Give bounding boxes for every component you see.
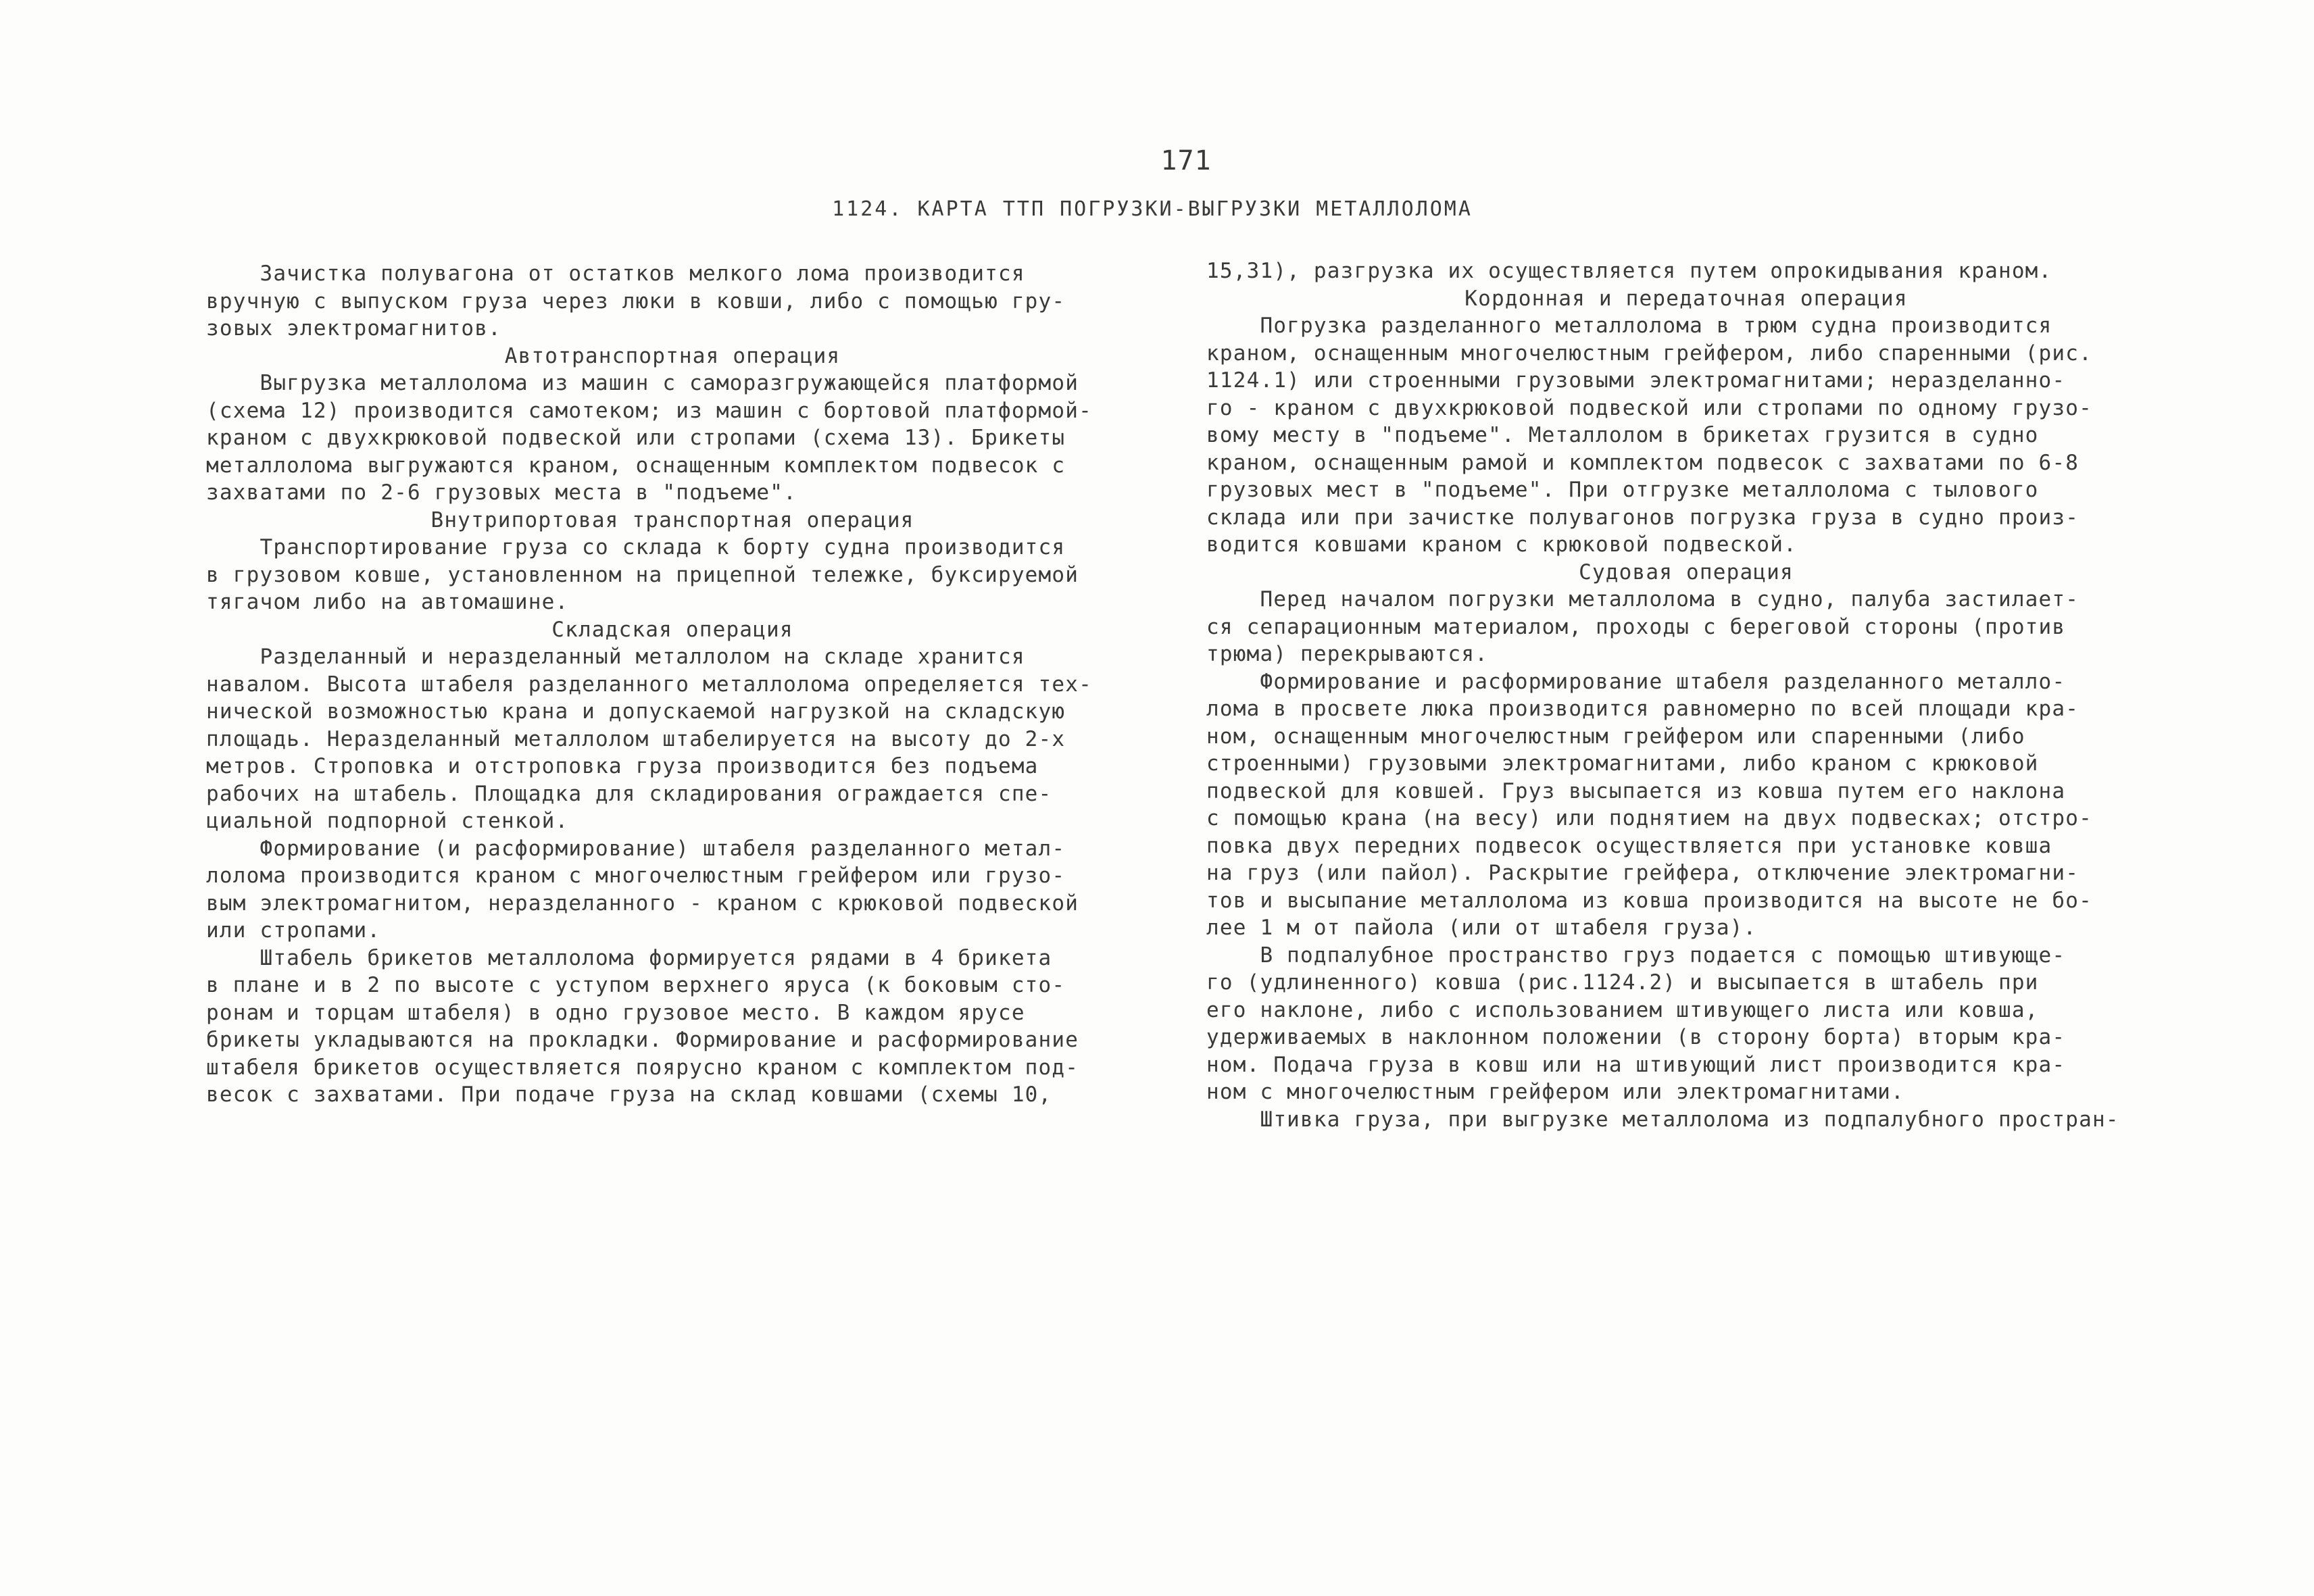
text-line: трюма) перекрываются. [1206,642,1489,666]
text-line: краном с двухкрюковой подвеской или стропами (схема 13). Брикеты [206,426,1066,450]
page-number: 171 [1160,145,1212,176]
text-line: Перед началом погрузки металлолома в судно, палуба застилает- [1206,587,2079,612]
section-heading: Складская операция [551,617,793,642]
text-line: рабочих на штабель. Площадка для складирования ограждается спе- [206,781,1052,806]
text-line: весок с захватами. При подаче груза на склад ковшами (схемы 10, [206,1082,1052,1107]
section-heading: Автотранспортная операция [504,343,841,368]
text-line: краном, оснащенным многочелюстным грейфером, либо спаренными (рис. [1206,341,2092,366]
text-line: В подпалубное пространство груз подается с помощью штивующе- [1206,943,2066,968]
text-line: склада или при зачистке полувагонов погрузка груза в судно произ- [1206,505,2079,530]
text-line: Формирование (и расформирование) штабеля разделанного метал- [206,836,1066,861]
text-line: Транспортирование груза со склада к борту судна производится [206,535,1066,559]
text-line: 15,31), разгрузка их осуществляется путем опрокидывания краном. [1206,259,2052,283]
text-line: вому месту в "подъеме". Металлолом в брикетах грузится в судно [1206,423,2039,447]
text-line: площадь. Неразделанный металлолом штабелируется на высоту до 2-х [206,726,1066,751]
text-line: ном с многочелюстным грейфером или электромагнитами. [1206,1080,1904,1104]
text-line: краном, оснащенным рамой и комплектом подвесок с захватами по 6-8 [1206,450,2079,475]
section-heading: Судовая операция [1579,559,1794,584]
text-line: нической возможностью крана и допускаемой нагрузкой на складскую [206,699,1066,724]
text-line: захватами по 2-6 грузовых места в "подъеме". [206,480,797,505]
text-line: го - краном с двухкрюковой подвеской или стропами по одному грузо- [1206,395,2092,420]
text-line: циальной подпорной стенкой. [206,809,569,833]
text-line: вручную с выпуском груза через люки в ковши, либо с помощью гру- [206,289,1066,314]
text-line: в грузовом ковше, установленном на прицепной тележке, буксируемой [206,562,1079,587]
text-line: штабеля брикетов осуществляется поярусно краном с комплектом под- [206,1055,1079,1080]
text-line: Погрузка разделанного металлолома в трюм судна производится [1206,314,2052,338]
text-line: Зачистка полувагона от остатков мелкого лома производится [206,261,1025,286]
text-line: лее 1 м от пайола (или от штабеля груза). [1206,916,1757,940]
text-line: водится ковшами краном с крюковой подвеской. [1206,532,1797,557]
text-line: (схема 12) производится самотеком; из машин с бортовой платформой- [206,398,1092,423]
text-line: металлолома выгружаются краном, оснащенным комплектом подвесок с [206,453,1066,478]
right-text-column [1206,257,2166,1133]
text-line: зовых электромагнитов. [206,316,501,341]
text-line: или стропами. [206,918,381,943]
text-line: тягачом либо на автомашине. [206,590,569,614]
text-line: грузовых мест в "подъеме". При отгрузке металлолома с тылового [1206,478,2039,502]
text-line: лома в просвете люка производится равномерно по всей площади кра- [1206,697,2079,721]
text-line: метров. Строповка и отстроповка груза производится без подъема [206,754,1039,778]
text-line: ся сепарационным материалом, проходы с береговой стороны (против [1206,614,2066,639]
text-line: Выгрузка металлолома из машин с саморазгружающейся платформой [206,371,1079,395]
text-line: Формирование и расформирование штабеля разделанного металло- [1206,669,2066,694]
text-line: ронам и торцам штабеля) в одно грузовое место. В каждом ярусе [206,1000,1025,1025]
text-line: Штивка груза, при выгрузке металлолома из подпалубного простран- [1206,1107,2119,1132]
section-heading: Кордонная и передаточная операция [1464,286,1908,311]
text-line: строенными) грузовыми электромагнитами, либо краном с крюковой [1206,751,2039,776]
text-line: на груз (или пайол). Раскрытие грейфера, отключение электромагни- [1206,861,2079,885]
text-line: ном, оснащенным многочелюстным грейфером или спаренными (либо [1206,724,2025,749]
text-line: подвеской для ковшей. Груз высыпается из ковша путем его наклона [1206,778,2066,803]
text-line: навалом. Высота штабеля разделанного металлолома определяется тех- [206,672,1092,697]
text-line: ном. Подача груза в ковш или на штивующий лист производится кра- [1206,1052,2066,1077]
text-line: с помощью крана (на весу) или поднятием на двух подвесках; отстро- [1206,806,2092,830]
text-line: в плане и в 2 по высоте с уступом верхнего яруса (к боковым сто- [206,973,1066,997]
text-line: повка двух передних подвесок осуществляется при установке ковша [1206,833,2052,858]
text-line: го (удлиненного) ковша (рис.1124.2) и высыпается в штабель при [1206,970,2039,995]
text-line: 1124.1) или строенными грузовыми электромагнитами; неразделанно- [1206,368,2066,393]
text-line: брикеты укладываются на прокладки. Формирование и расформирование [206,1028,1079,1052]
left-text-column [206,260,1139,1109]
text-line: вым электромагнитом, неразделанного - краном с крюковой подвеской [206,891,1079,916]
text-line: его наклоне, либо с использованием штивующего листа или ковша, [1206,997,2039,1022]
page-title: 1124. КАРТА ТТП ПОГРУЗКИ-ВЫГРУЗКИ МЕТАЛЛОЛОМА [832,197,1473,221]
text-line: удерживаемых в наклонном положении (в сторону борта) вторым кра- [1206,1025,2066,1049]
text-line: Штабель брикетов металлолома формируется рядами в 4 брикета [206,945,1052,970]
text-line: тов и высыпание металлолома из ковша производится на высоте не бо- [1206,888,2092,913]
section-heading: Внутрипортовая транспортная операция [430,507,914,532]
text-line: Разделанный и неразделанный металлолом на складе хранится [206,645,1025,669]
text-line: лолома производится краном с многочелюстным грейфером или грузо- [206,864,1066,888]
